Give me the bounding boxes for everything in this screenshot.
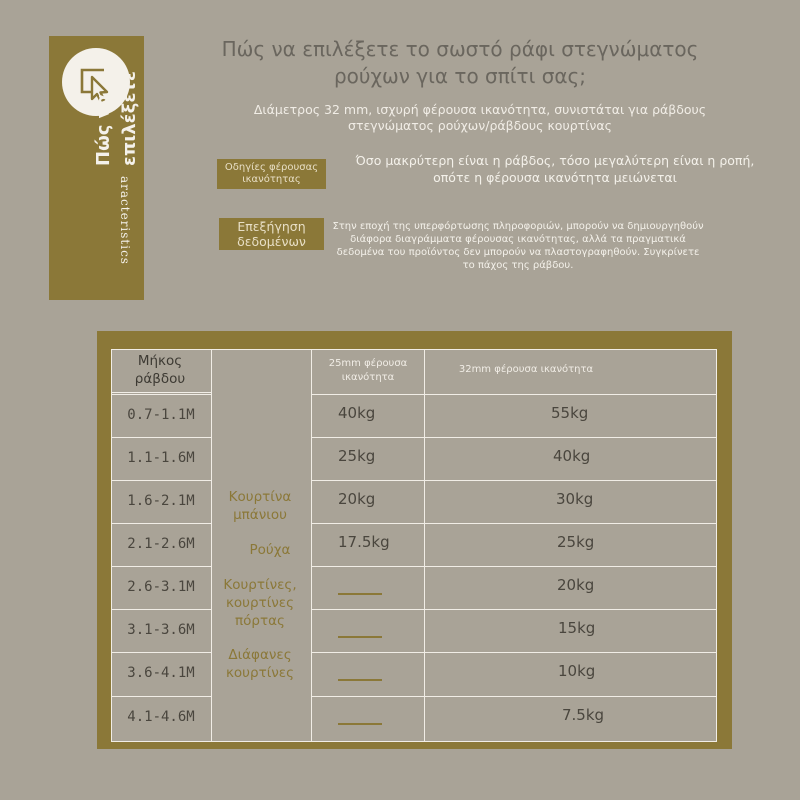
row-cap25-dash	[338, 593, 382, 595]
use-sheer-curtains: Διάφανες κουρτίνες	[225, 647, 295, 681]
note-tag-data: Επεξήγηση δεδομένων	[219, 218, 324, 250]
grid-line	[111, 480, 211, 481]
grid-line	[111, 349, 716, 350]
note-tag-load: Οδηγίες φέρουσας ικανότητας	[217, 159, 326, 189]
row-length: 3.1-3.6M	[127, 622, 195, 638]
grid-line	[111, 566, 211, 567]
row-cap32: 25kg	[557, 533, 595, 551]
grid-line	[111, 392, 211, 393]
grid-line	[311, 609, 716, 610]
page-title: Πώς να επιλέξετε το σωστό ράφι στεγνώματος ρούχων για το σπίτι σας;	[221, 37, 699, 88]
row-length: 2.1-2.6M	[127, 536, 195, 552]
grid-line	[424, 349, 425, 742]
grid-line	[111, 652, 211, 653]
grid-line	[111, 696, 211, 697]
row-length: 4.1-4.6M	[127, 709, 195, 725]
row-cap25: 17.5kg	[338, 533, 390, 551]
header-32mm: 32mm φέρουσα ικανότητα	[458, 364, 594, 375]
grid-line	[311, 652, 716, 653]
row-length: 2.6-3.1M	[127, 579, 195, 595]
header-length: Μήκος ράβδου	[134, 353, 186, 387]
grid-line	[111, 523, 211, 524]
row-length: 3.6-4.1M	[127, 665, 195, 681]
grid-line	[311, 523, 716, 524]
sidebar-title-line1: Πώς να	[93, 93, 114, 166]
grid-line	[111, 394, 211, 395]
grid-line	[211, 349, 212, 742]
note-text-data: Στην εποχή της υπερφόρτωσης πληροφοριών, μπορούν να δημιουργηθούν διάφορα διαγράμματα φέρουσας ικανότητας, αλλά τα πραγματικά δεδομένα του προϊόντος δεν μπορούν να πλαστογραφηθούν. Συγκρίνετε το πάχος της ράβδου.	[332, 221, 704, 271]
row-cap25-dash	[338, 679, 382, 681]
grid-line	[311, 480, 716, 481]
grid-line	[311, 394, 716, 395]
row-cap32: 10kg	[558, 662, 596, 680]
row-cap32: 55kg	[551, 404, 589, 422]
use-door-curtains: Κουρτίνες, κουρτίνες πόρτας	[223, 577, 297, 629]
sidebar-badge	[49, 36, 144, 300]
grid-line	[716, 349, 717, 742]
grid-line	[311, 696, 716, 697]
row-cap25: 25kg	[338, 447, 376, 465]
row-cap32: 30kg	[556, 490, 594, 508]
row-length: 0.7-1.1M	[127, 407, 195, 423]
use-clothes: Ρούχα	[249, 542, 291, 558]
row-cap25-dash	[338, 636, 382, 638]
row-cap32: 20kg	[557, 576, 595, 594]
grid-line	[111, 741, 716, 742]
row-cap25: 40kg	[338, 404, 376, 422]
sidebar-text	[49, 36, 144, 300]
row-cap25: 20kg	[338, 490, 376, 508]
page-subtitle: Διάμετρος 32 mm, ισχυρή φέρουσα ικανότητα, συνιστάται για ράβδους στεγνώματος ρούχων/ράβδους κουρτίνας	[253, 102, 707, 133]
row-cap32: 7.5kg	[562, 706, 605, 724]
sidebar-caption: aracteristics	[118, 176, 132, 265]
sidebar-title-text	[93, 71, 140, 166]
grid-line	[311, 437, 716, 438]
note-text-load: Όσο μακρύτερη είναι η ράβδος, τόσο μεγαλύτερη είναι η ροπή, οπότε η φέρουσα ικανότητα μειώνεται	[355, 153, 755, 185]
grid-line	[111, 437, 211, 438]
row-length: 1.6-2.1M	[127, 493, 195, 509]
sidebar-title-line2: επιλέξετε	[119, 71, 140, 166]
row-cap25-dash	[338, 723, 382, 725]
header-25mm: 25mm φέρουσα ικανότητα	[328, 358, 408, 383]
grid-line	[311, 566, 716, 567]
grid-line	[111, 609, 211, 610]
use-shower-curtain: Κουρτίνα μπάνιου	[228, 489, 292, 523]
row-cap32: 40kg	[553, 447, 591, 465]
row-length: 1.1-1.6M	[127, 450, 195, 466]
row-cap32: 15kg	[558, 619, 596, 637]
